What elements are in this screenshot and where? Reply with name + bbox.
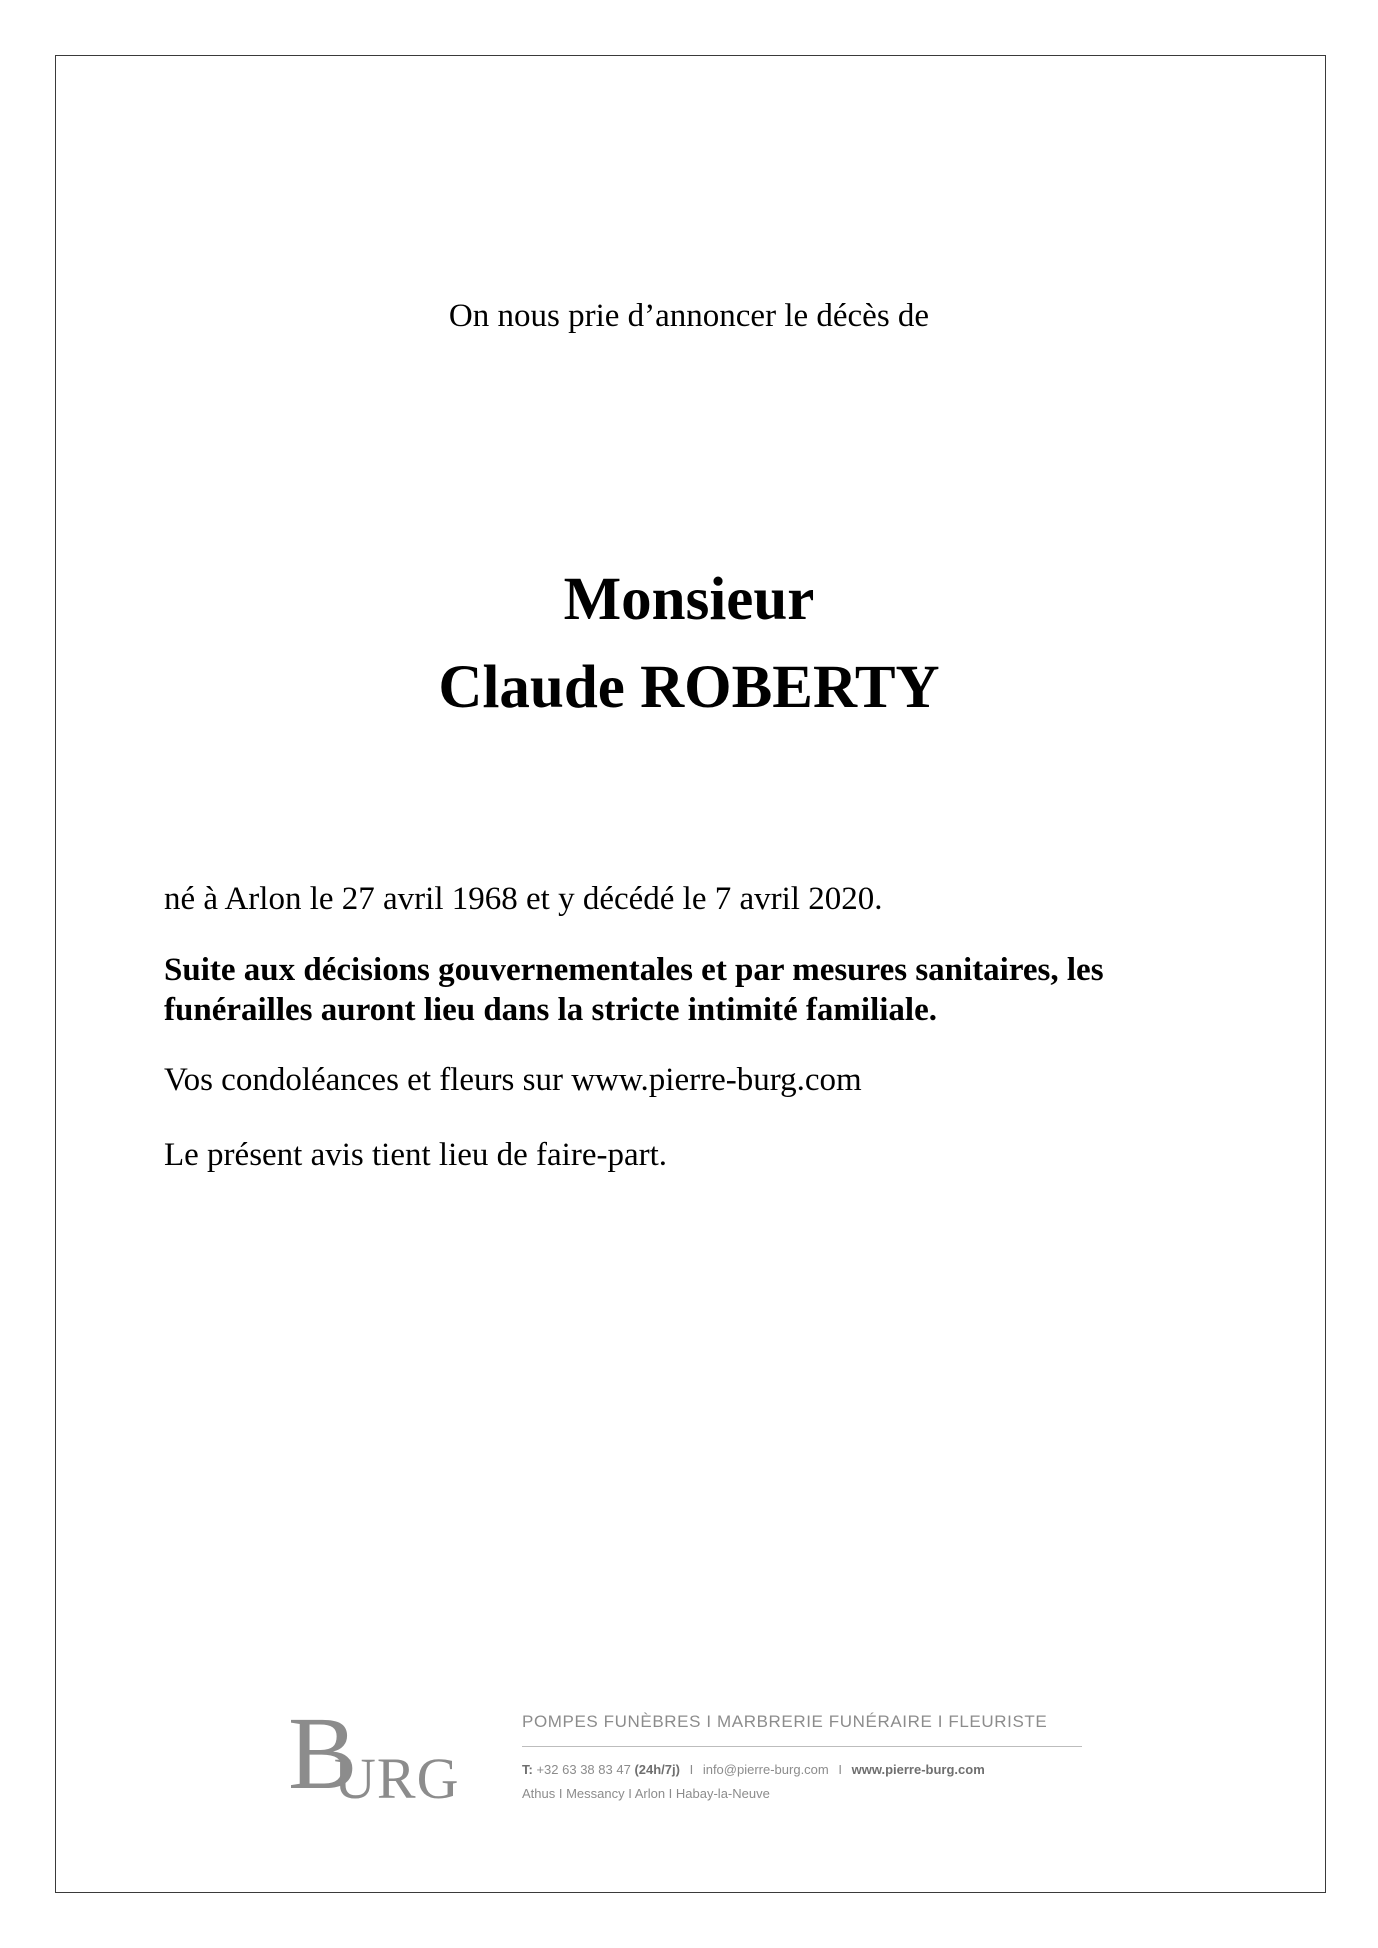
website-link: www.pierre-burg.com (851, 1762, 985, 1777)
phone-label: T: (522, 1762, 533, 1777)
footer-contact (522, 1761, 1082, 1779)
phone-hours: (24h/7j) (634, 1762, 680, 1777)
funeral-notice: Suite aux décisions gouvernementales et par mesures sanitaires, les funérailles auront lieu dans la stricte intimité familiale. (164, 952, 1104, 1028)
closing-line: Le présent avis tient lieu de faire-part. (164, 1137, 668, 1173)
birth-death-line: né à Arlon le 27 avril 1968 et y décédé le 7 avril 2020. (164, 881, 883, 917)
footer-info (522, 1710, 1082, 1803)
deceased-name-block (0, 556, 1378, 732)
announcement-intro: On nous prie d’annoncer le décès de (448, 298, 930, 334)
burg-logo (288, 1696, 478, 1811)
deceased-name: Claude ROBERTY (438, 654, 940, 721)
condolences-line: Vos condoléances et fleurs sur www.pierre-burg.com (164, 1062, 862, 1098)
logo-initial: B (288, 1696, 356, 1811)
phone-number: +32 63 38 83 47 (536, 1762, 631, 1777)
logo-rest: URG (334, 1746, 460, 1811)
separator: I (689, 1762, 694, 1777)
deceased-title: Monsieur (563, 566, 815, 633)
separator: I (838, 1762, 842, 1777)
footer-cities: Athus I Messancy I Arlon I Habay-la-Neuve (522, 1786, 770, 1801)
email-address: info@pierre-burg.com (702, 1762, 829, 1777)
footer-services: POMPES FUNÈBRES I MARBRERIE FUNÉRAIRE I FLEURISTE (522, 1710, 1082, 1747)
